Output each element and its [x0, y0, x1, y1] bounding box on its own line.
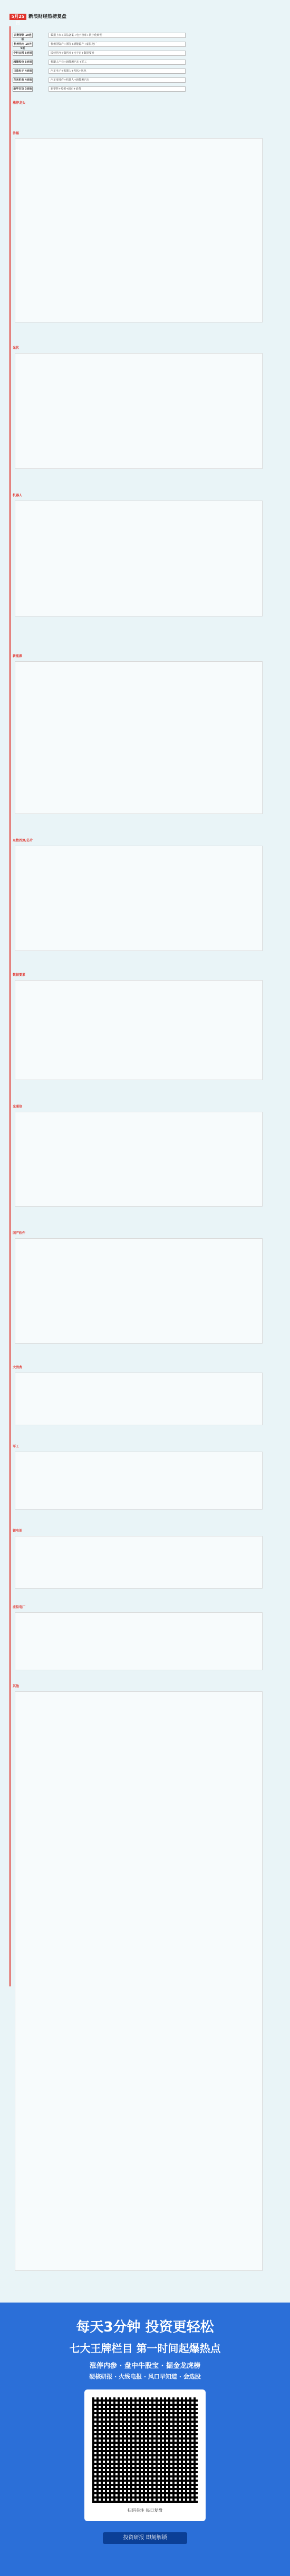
- section-heading: 数据要素: [13, 973, 26, 977]
- list-item: [13, 41, 187, 48]
- section-box: [15, 1373, 263, 1425]
- section-heading: 虚拟电厂: [13, 1605, 26, 1609]
- promo-line-3: 涨停内参 · 盘中牛股宝 · 掘金龙虎榜: [90, 2362, 200, 2370]
- promo-line-2: 七大王牌栏目 第一时间起爆热点: [69, 2342, 221, 2355]
- header: [5, 5, 285, 26]
- unlock-reports-button[interactable]: 投资研报 即刻解锁: [103, 2532, 187, 2544]
- section-box: [15, 1112, 263, 1207]
- section-box: [15, 1612, 263, 1670]
- stock-label: 克来机电 4连板: [13, 79, 32, 82]
- list-item: [13, 58, 187, 66]
- list-item: [13, 32, 187, 40]
- list-item: [13, 85, 187, 93]
- section-box: [15, 1691, 263, 2271]
- section-box: [15, 661, 263, 814]
- section-heading: 国产软件: [13, 1231, 26, 1235]
- stock-label: 新华百货 3连板: [13, 87, 32, 91]
- timeline-trunk: [9, 26, 11, 1986]
- section-box: [15, 1452, 263, 1510]
- section-heading: 涨停龙头: [13, 101, 26, 105]
- section-box: [15, 501, 263, 616]
- stock-label: 中科云网 5连板: [13, 52, 32, 55]
- qr-caption: 扫码关注 每日复盘: [127, 2508, 163, 2513]
- stock-label: 超捷股份 5连板: [13, 61, 32, 64]
- section-heading: 其他: [13, 1684, 20, 1688]
- stock-concepts: 汽车零部件+机器人+新能源汽车: [49, 77, 186, 83]
- limit-up-leaders-list: [13, 32, 187, 94]
- section-heading: 锂电池: [13, 1529, 23, 1533]
- stock-concepts: 机器人产业+新能源汽车+军工: [49, 60, 186, 65]
- stock-label: 云赛智联 10连板: [13, 33, 33, 38]
- qr-card[interactable]: [84, 2389, 206, 2521]
- section-heading: 传媒: [13, 132, 20, 135]
- section-box: [15, 1536, 263, 1589]
- section-heading: 军工: [13, 1445, 20, 1448]
- promo-line-4: 硬核研报 · 火线电报 · 风口早知道 · 会选股: [89, 2373, 201, 2380]
- section-box: [15, 138, 263, 322]
- section-heading: 机器人: [13, 494, 23, 497]
- qr-code-icon[interactable]: [92, 2397, 198, 2503]
- section-box: [15, 980, 263, 1080]
- promo-banner: [0, 2303, 290, 2576]
- stock-label: 杭州热电 10天9板: [13, 42, 33, 47]
- list-item: [13, 76, 187, 84]
- section-box: [15, 846, 263, 951]
- section-heading: 东数西算/芯片: [13, 839, 33, 843]
- list-item: [13, 67, 187, 75]
- section-heading: 新能源: [13, 654, 23, 658]
- stock-label: 日盈电子 4连板: [13, 70, 32, 73]
- stock-concepts: 杭州国资产+浙江+新能源产+虚拟电厂: [49, 42, 186, 47]
- section-heading: 光通信: [13, 1105, 23, 1109]
- page-title: 新浪财经热榜复盘: [28, 14, 67, 19]
- date-badge: 5月25日: [9, 14, 26, 20]
- section-box: [15, 353, 263, 469]
- stock-concepts: 民营医疗+微医疗+元宇宙+数据要素: [49, 51, 186, 56]
- promo-line-1: 每天3分钟 投资更轻松: [76, 2319, 214, 2335]
- list-item: [13, 50, 187, 57]
- stock-concepts: 汽车电子+机器人+光伏+风电: [49, 68, 186, 74]
- stock-concepts: 数据上市+算法备案+电子智库+数字化转型: [49, 33, 186, 38]
- section-heading: 大消费: [13, 1366, 23, 1369]
- section-heading: 光伏: [13, 346, 20, 350]
- section-box: [15, 1238, 263, 1344]
- stock-concepts: 新零售+免税+超市+消费: [49, 86, 186, 92]
